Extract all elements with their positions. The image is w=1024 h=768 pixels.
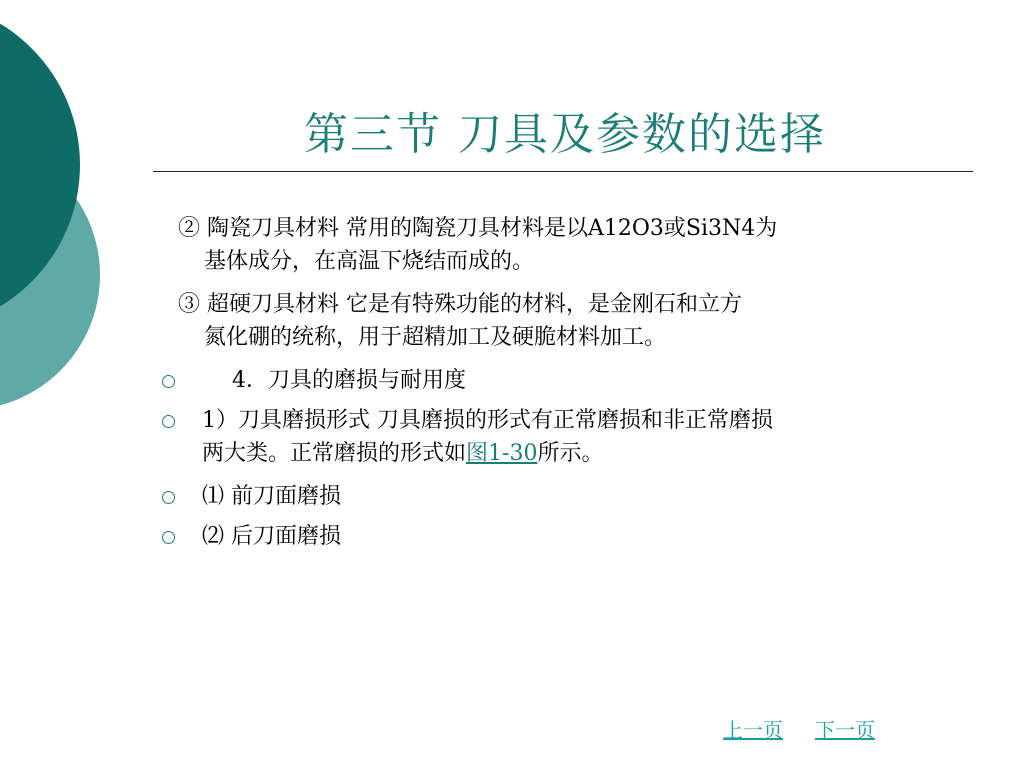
bullet-line-text: 两大类。正常磨损的形式如: [202, 441, 467, 466]
bullet-text: 4．刀具的磨损与耐用度: [232, 368, 466, 393]
slide-title: 第三节 刀具及参数的选择: [304, 109, 826, 160]
paragraph-line: 基体成分，在高温下烧结而成的。: [204, 249, 535, 274]
bullet-text: [202, 404, 982, 470]
bullet-text: ⑴ 前刀面磨损: [202, 484, 341, 509]
bullet-line: [202, 437, 982, 470]
circle-bullet-icon: [162, 491, 175, 504]
paragraph-ceramic-tool-material: [178, 212, 978, 278]
figure-1-30-link[interactable]: 图1-30: [466, 441, 538, 466]
previous-page-link[interactable]: 上一页: [723, 718, 783, 742]
bullet-text: ⑵ 后刀面磨损: [202, 524, 341, 549]
bullet-line-text: 所示。: [537, 441, 604, 466]
circle-bullet-icon: [162, 375, 175, 388]
bullet-line: 1）刀具磨损形式 刀具磨损的形式有正常磨损和非正常磨损: [202, 408, 773, 433]
title-divider: [153, 171, 973, 172]
circle-bullet-icon: [162, 531, 175, 544]
paragraph-superhard-tool-material: [178, 288, 978, 354]
circle-bullet-icon: [162, 415, 175, 428]
paragraph-line: ③ 超硬刀具材料 它是有特殊功能的材料，是金刚石和立方: [178, 292, 742, 317]
paragraph-line: 氮化硼的统称，用于超精加工及硬脆材料加工。: [204, 325, 667, 350]
paragraph-line: ② 陶瓷刀具材料 常用的陶瓷刀具材料是以A12O3或Si3N4为: [178, 216, 778, 241]
next-page-link[interactable]: 下一页: [815, 718, 875, 742]
